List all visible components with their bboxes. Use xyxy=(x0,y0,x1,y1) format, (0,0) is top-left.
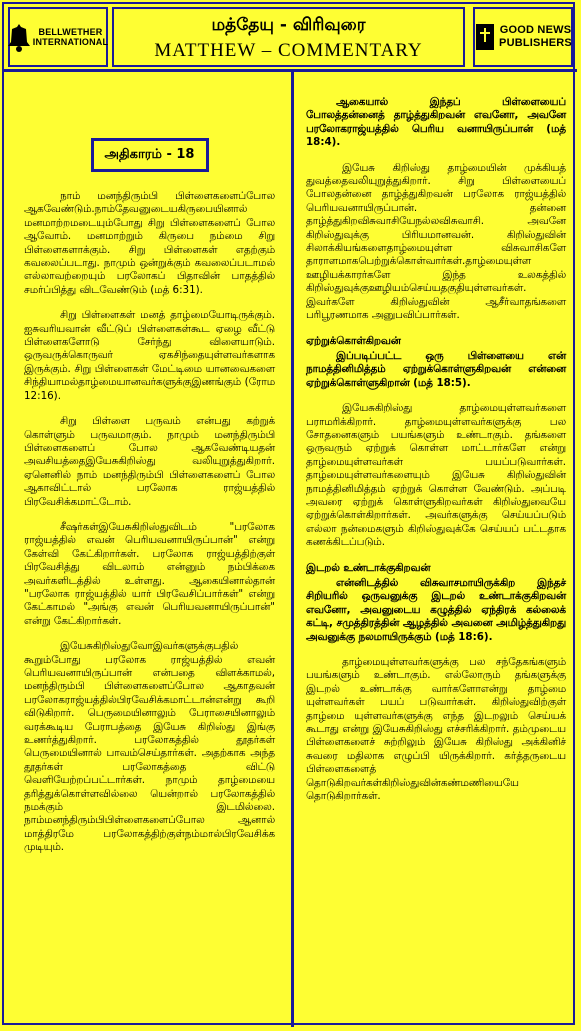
section-heading-1: ஏற்றுக்கொள்கிறவன் xyxy=(306,334,401,347)
right-paragraph-1: இயேசு கிறிஸ்து தாழ்மையின் முக்கியத் துவத்தைவலியுறுத்துகிறார். சிறு பிள்ளையைப் போலதன்னை தாழ்த்துகிறவன் பரலோக ராஜ்யத்தில் பெரியவனாயிருப்பான். தன்னை தாழ்த்துகிறவிசுவாசியேநல்லவிசுவாசி. அவனே கிறிஸ்துவுக்கு பிரியமானவன். கிறிஸ்துவின் சிலாக்கியங்களைதாழ்மையுள்ள விசுவாசிகளே தாராளமாகபெற்றுக்கொள்வார்கள்.தாழ்மையுள்ள ஊழியக்காரர்களே இந்த உலகத்தில் கிறிஸ்துவுக்குஊழியம்செய்யதகுதியுள்ளவர்கள். இவர்களே கிறிஸ்துவின் ஆசீர்வாதங்களை பரிபூரணமாக அனுபவிப்பார்கள். xyxy=(306,161,566,322)
bellwether-logo-text xyxy=(33,27,108,47)
right-paragraph-2: இயேசுகிறிஸ்து தாழ்மையுள்ளவர்களை பராமரிக்கிறார். தாழ்மையுள்ளவர்களுக்கு பல சோதனைகளும் பயங்களும் உண்டாகும். தங்களை ஒருவரும் ஏற்றுக் கொள்ள மாட்டார்களே என்று தாழ்மையுள்ளவர்கள் பயப்படுவார்கள். தாழ்மையுள்ளவர்களையும் இயேசு கிறிஸ்துவின் நாமத்தினிமித்தம் ஏற்றுக் கொள்ள வேண்டும். அப்படி அவரை ஏற்றுக் கொள்ளுகிறவர்கள் கிறிஸ்துவையே ஏற்றுக்கொள்கிறார்கள். அவர்களுக்கு செய்யப்படும் எல்லா நன்மைகளும் கிறிஸ்துவுக்கே செய்யப் பட்டதாக கணக்கிடப்படும். xyxy=(306,402,566,549)
page-frame xyxy=(2,2,575,1025)
scripture-quote-2: இப்படிப்பட்ட ஒரு பிள்ளையை என் நாமத்தினிமித்தம் ஏற்றுக்கொள்ளுகிறவன் என்னை ஏற்றுக்கொள்ளுகிறான் (மத் 18:5). xyxy=(306,349,566,389)
bellwether-logo-line2: INTERNATIONAL xyxy=(32,37,109,47)
page-title-box xyxy=(112,7,465,67)
chapter-label: அதிகாரம் - 18 xyxy=(91,138,209,172)
bible-icon xyxy=(474,22,496,52)
right-column xyxy=(298,72,574,816)
bellwether-bell-icon xyxy=(8,22,30,52)
left-paragraph-5: இயேசுகிறிஸ்துவோஇவர்களுக்குபதில் கூறும்போது பரலோக ராஜ்யத்தில் எவன் பெரியவனாயிருப்பான் என்பதை விளக்காமல், மனந்திரும்பி பிள்ளைகளைப்போல ஆகாதவன் பரலோகராஜ்யத்தில்பிரவேசிக்கமாட்டான்என்று கூறி விடுகிறார். பெருமையினாலும் பேராசையினாலும் வரக்கூடிய பேராபத்தை இயேசு கிறிஸ்து இங்கு உணர்த்துகிறார். பரலோகத்தில் தூதர்கள் பெருமையினால் பாவம்செய்தார்கள். அதற்காக அந்த தூதர்கள் பரலோகத்தை விட்டு வெளியேற்றப்பட்டார்கள். நாமும் தாழ்மையை தரித்துக்கொள்ளவில்லை யென்றால் பரலோகத்தில் நமக்கும் இடமில்லை. நாம்மனந்திரும்பிபிள்ளைகளைப்போல ஆனால் மாத்திரமே பரலோகத்திற்குள்நம்மால்பிரவேசிக்க முடியும். xyxy=(24,640,275,854)
section-heading-2: இடறல் உண்டாக்குகிறவன் xyxy=(306,561,431,574)
left-paragraph-4: சீஷர்கள்இயேசுகிறிஸ்துவிடம் "பரலோக ராஜ்யத்தில் எவன் பெரியவனாயிருப்பான்" என்று கேள்வி கேட்கிறார்கள். பரலோக ராஜ்யத்திற்குள் பிரவேசித்து விடலாம் என்னும் நம்பிக்கை அவர்களிடத்தில் உள்ளது. ஆகையினால்தான் "பரலோக ராஜ்யத்தில் யார் பிரவேசிப்பார்கள்" என்று கேட்காமல் "அங்கு எவன் பெரியவனாயிருப்பான்" என்று கேட்கிறார்கள். xyxy=(24,520,275,627)
left-paragraph-1: நாம் மனந்திரும்பி பிள்ளைகளைப்போல ஆகவேண்டும்.நாம்தேவனுடையகிருபையினால் மனமாற்றமடையும்போது சிறு பிள்ளைகளைப் போல ஆவோம். மனமாற்றும் கிருபை நம்மை சிறு பிள்ளைகளாக்கும். சிறு பிள்ளைகள் எதற்கும் கவலைப்படாது. நாமும் ஒன்றுக்கும் கவலைப்படாமல் எல்லாவற்றையும் பரலோகப் பிதாவின் பாதத்தில் சமர்ப்பித்து விடவேண்டும் (மத் 6:31). xyxy=(24,190,275,296)
scripture-quote-1: ஆகையால் இந்தப் பிள்ளையைப் போலத்தன்னைத் தாழ்த்துகிறவன் எவனோ, அவனே பரலோகராஜ்யத்தில் பெரிய வனாயிருப்பான் (மத் 18:4). xyxy=(306,96,566,149)
page-header xyxy=(4,4,577,72)
left-paragraph-2: சிறு பிள்ளைகள் மனத் தாழ்மையோடிருக்கும். ஐசுவரியவான் வீட்டுப் பிள்ளைகள்கூட ஏழை வீட்டு பிள்ளைகளோடு சேர்ந்து விளையாடும். ஒருவருக்கொருவர் ஏகசிந்தையுள்ளவர்களாக இருக்கும். சிறு பிள்ளைகள் மேட்டிமை யானவைகளை சிந்தியாமல்தாழ்மையானவர்களுக்குஇணங்கும் (ரோம 12:16). xyxy=(24,309,275,402)
page-title-english: MATTHEW – COMMENTARY xyxy=(154,40,423,61)
good-news-logo xyxy=(473,7,573,67)
right-paragraph-3: தாழ்மையுள்ளவர்களுக்கு பல சந்தேகங்களும் பயங்களும் உண்டாகும். எல்லோரும் தங்களுக்கு இடறல் உண்டாக்கு வார்களோஎன்று தாழ்மை யுள்ளவர்கள் பயப் படுவார்கள். கிறிஸ்துவிற்குள் தாழ்மை யுள்ளவர்களுக்கு எந்த இடறலும் செய்யக் கூடாது என்று இயேசுகிறிஸ்து எச்சரிக்கிறார். தம்முடைய பிள்ளைகளைச் சுற்றிலும் இயேசு கிறிஸ்து அக்கினிச் சுவரை மதிலாக எழுப்பி யிருக்கிறார். கர்த்தருடைய பிள்ளைகளைத் தொடுகிறவர்கள்கிறிஸ்துவின்கண்மணியையே தொடுகிறார்கள். xyxy=(306,656,566,803)
left-paragraph-3: சிறு பிள்ளை பருவம் என்பது கற்றுக் கொள்ளும் பருவமாகும். நாமும் மனந்திரும்பி பிள்ளைகளைப் போல ஆகவேண்டியதன் அவசியத்தைஇயேசுகிறிஸ்து வலியுறுத்துகிறார். ஏனெனில் நாம் மனந்திரும்பி பிள்ளைகளைப் போல ஆகாவிட்டால் பரலோக ராஜ்யத்தில் பிரவேசிக்கமாட்டோம். xyxy=(24,415,275,508)
bellwether-logo xyxy=(8,7,108,67)
good-news-logo-line1: GOOD NEWS xyxy=(499,24,572,36)
page-title-tamil: மத்தேயு - விரிவுரை xyxy=(211,15,366,35)
column-divider xyxy=(291,72,294,1027)
good-news-logo-line2: PUBLISHERS xyxy=(499,37,572,49)
bellwether-logo-line1: BELLWETHER xyxy=(38,27,103,37)
good-news-logo-text xyxy=(499,24,572,50)
left-column xyxy=(8,72,289,867)
scripture-quote-3: என்னிடத்தில் விசுவாசமாயிருக்கிற இந்தச் சிறியரில் ஒருவனுக்கு இடறல் உண்டாக்குகிறவன் எவனோ, அவனுடைய கழுத்தில் ஏந்திரக் கல்லைக் கட்டி, சமுத்திரத்தின் ஆழத்தில் அவனை அமிழ்த்துகிறது அவனுக்கு நலமாயிருக்கும் (மத் 18:6). xyxy=(306,577,566,643)
